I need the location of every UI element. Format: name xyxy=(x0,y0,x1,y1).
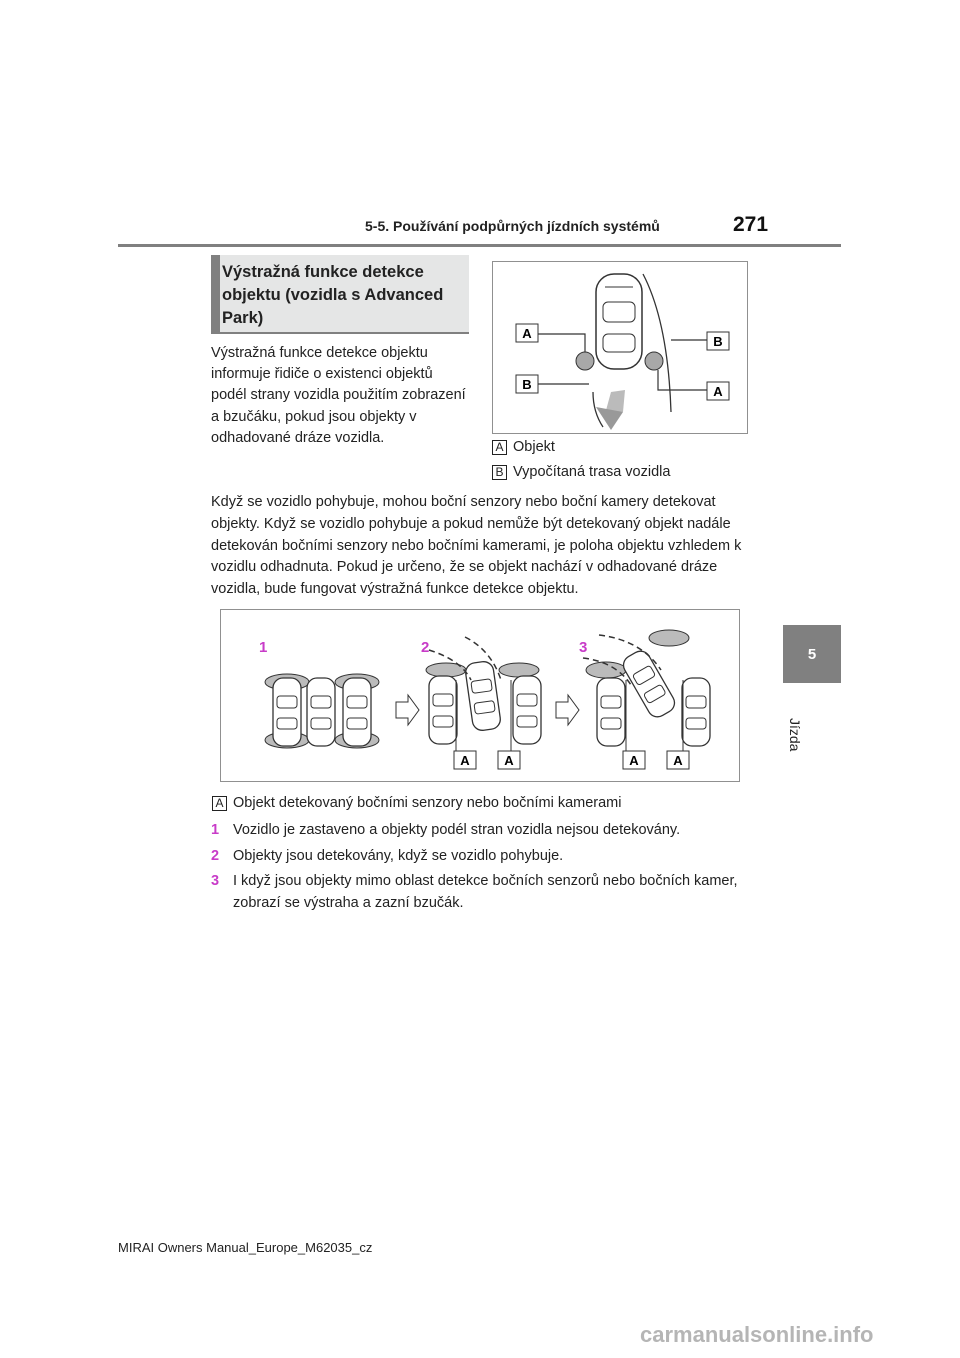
steps-list xyxy=(211,820,751,918)
step-text: Objekty jsou detekovány, když se vozidlo pohybuje. xyxy=(233,847,564,864)
arrow-right-icon-2 xyxy=(556,695,579,725)
watermark: carmanualsonline.info xyxy=(640,1322,874,1347)
stage-3-scene xyxy=(583,630,710,760)
step-item xyxy=(211,820,751,842)
stage-number-2: 2 xyxy=(421,639,430,656)
legend-row-figure2 xyxy=(212,795,621,811)
legend-text-b: Vypočítaná trasa vozidla xyxy=(513,464,671,480)
stage-2-scene xyxy=(426,637,541,760)
section-label: 5-5. Používání podpůrných jízdních systémů xyxy=(365,218,660,234)
stage-1-scene xyxy=(265,674,379,748)
callout-a-5: A xyxy=(629,753,639,768)
figure-detection-stages xyxy=(220,609,740,782)
legend-row-a xyxy=(492,439,555,455)
body-paragraph: Když se vozidlo pohybuje, mohou boční senzory nebo boční kamery detekovat objekty. Když se vozidlo pohybuje a pokud nemůže být detekovaný objekt nadále detekován bočními senzory nebo bočními kamerami, je poloha objektu vzhledem k vozidlu odhadnuta. Pokud je určeno, že se objekt nachází v odhadované dráze vozidla, bude fungovat výstražná funkce detekce objektu. xyxy=(211,494,742,598)
path-line-right xyxy=(643,274,671,412)
stage-number-1: 1 xyxy=(259,639,268,656)
callout-b-1: B xyxy=(522,377,532,392)
arrow-right-icon-1 xyxy=(396,695,419,725)
object-left-icon xyxy=(576,352,594,370)
step-number: 1 xyxy=(211,822,220,838)
step-text: I když jsou objekty mimo oblast detekce bočních senzorů nebo bočních kamer, zobrazí se výstraha a zazní bzučák. xyxy=(233,873,738,911)
header-rule xyxy=(118,244,841,247)
car-icon xyxy=(596,274,642,369)
callout-b-2: B xyxy=(713,334,723,349)
page-number: 271 xyxy=(733,213,769,236)
callout-a-3: A xyxy=(460,753,470,768)
callout-a-1: A xyxy=(522,326,532,341)
legend-key-figure2: A xyxy=(212,796,227,811)
step-number: 3 xyxy=(211,873,220,889)
chapter-name xyxy=(783,718,807,758)
section-heading: Výstražná funkce detekce objektu (vozidla s Advanced Park) xyxy=(222,263,444,327)
legend-text-figure2: Objekt detekovaný bočními senzory nebo bočními kamerami xyxy=(233,795,622,811)
step-item xyxy=(211,846,751,868)
heading-accent-bar xyxy=(211,255,220,332)
object-right-icon xyxy=(645,352,663,370)
legend-text-a: Objekt xyxy=(513,439,555,455)
figure-object-path-illustration xyxy=(493,262,747,433)
intro-paragraph: Výstražná funkce detekce objektu informuje řidiče o existenci objektů podél strany vozidla použitím zobrazení a bzučáku, pokud jsou objekty v odhadované dráze vozidla. xyxy=(211,345,466,446)
stage-number-3: 3 xyxy=(579,639,588,656)
callout-a-2: A xyxy=(713,384,723,399)
legend-row-b xyxy=(492,464,670,480)
callout-a-4: A xyxy=(504,753,514,768)
callout-a-6: A xyxy=(673,753,683,768)
figure-object-path xyxy=(492,261,748,434)
legend-key-a: A xyxy=(492,440,507,455)
figure-detection-stages-illustration xyxy=(221,610,739,781)
step-item xyxy=(211,871,751,914)
section-heading-box xyxy=(211,255,469,334)
movement-arrow-icon xyxy=(596,390,625,430)
chapter-name-text: Jízda xyxy=(787,718,803,752)
step-number: 2 xyxy=(211,847,220,864)
legend-key-b: B xyxy=(492,465,507,480)
chapter-tab: 5 xyxy=(783,625,841,683)
footer-text: MIRAI Owners Manual_Europe_M62035_cz xyxy=(118,1240,373,1255)
step-text: Vozidlo je zastaveno a objekty podél stran vozidla nejsou detekovány. xyxy=(233,822,681,838)
